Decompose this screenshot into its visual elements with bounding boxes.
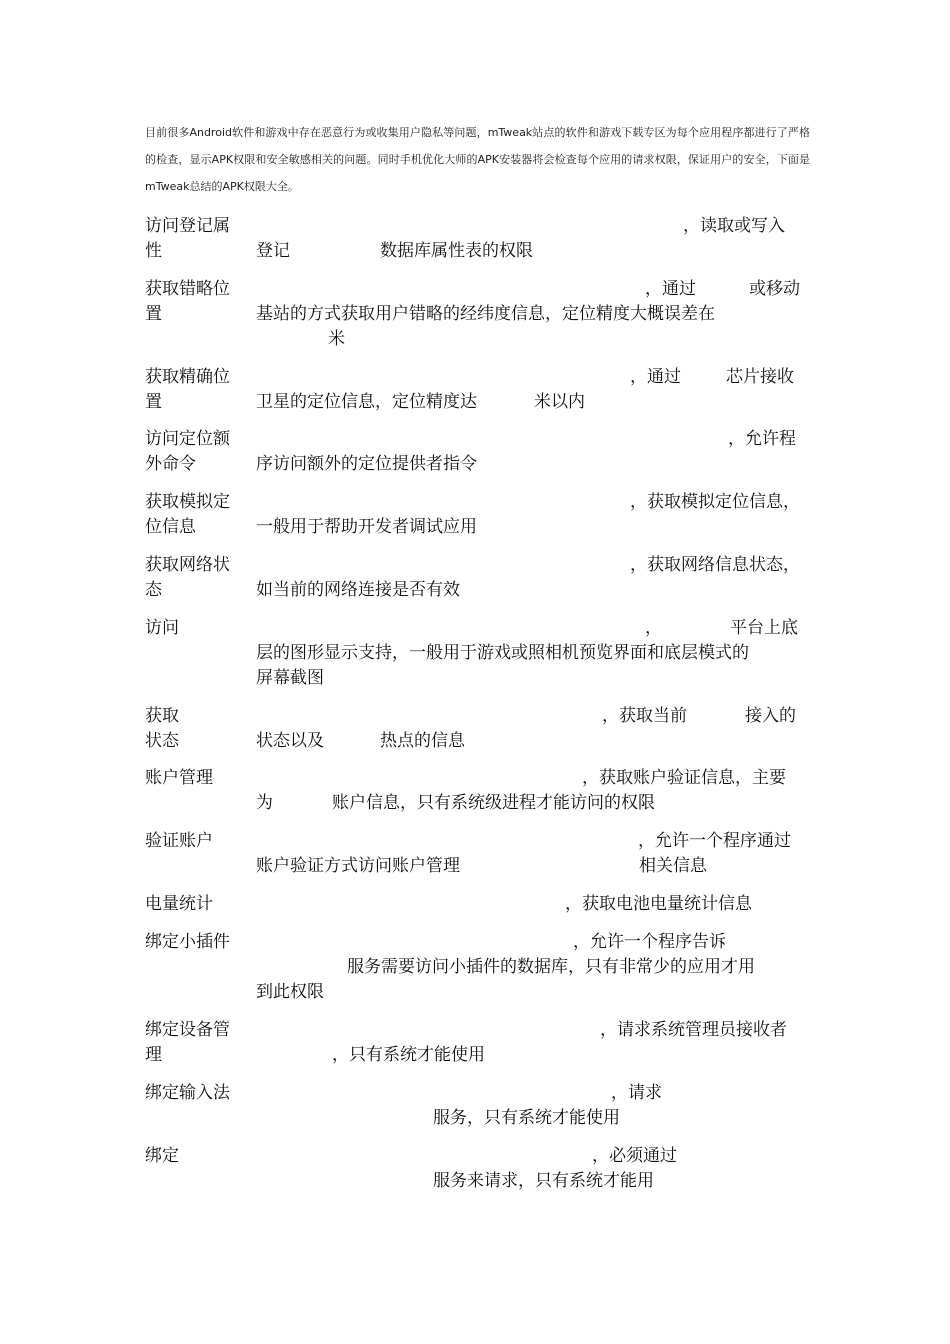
permission-name: 电量统计: [145, 894, 213, 914]
intro-text-apk: APK: [222, 180, 244, 193]
permission-name: 绑定: [145, 1146, 179, 1166]
intro-text-mtweak: mTweak: [145, 180, 190, 193]
intro-text-mtweak: mTweak: [487, 126, 533, 139]
description-fragment: 如当前的网络连接是否有效: [256, 580, 460, 600]
permission-name: 验证账户: [145, 831, 213, 851]
permission-name: 访问定位额外命令: [145, 429, 230, 474]
intro-text: 权限大全。: [243, 180, 299, 193]
description-fragment: ，允许一个程序告诉: [573, 932, 726, 952]
description-fragment: 数据库属性表的权限: [380, 241, 533, 261]
description-fragment: ，只有系统才能使用: [332, 1045, 485, 1065]
description-fragment: ，允许一个程序通过: [638, 831, 791, 851]
description-fragment: 到此权限: [256, 982, 324, 1002]
description-fragment: ，: [645, 618, 662, 638]
intro-text: 行了严格的检查，显示: [145, 126, 811, 166]
description-fragment: ，获取电池电量统计信息: [565, 894, 752, 914]
description-fragment: 芯片接收: [726, 367, 794, 387]
permission-name: 绑定输入法: [145, 1083, 230, 1103]
description-fragment: 服务，只有系统才能使用: [433, 1108, 620, 1128]
description-fragment: 服务需要访问小插件的数据库，只有非常少的应用才用: [347, 957, 755, 977]
permission-name: 获取模拟定位信息: [145, 492, 230, 537]
permission-name: 绑定设备管理: [145, 1020, 230, 1065]
description-fragment: 登记: [256, 241, 290, 261]
description-fragment: 卫星的定位信息，定位精度达: [256, 392, 477, 412]
description-fragment: 米以内: [534, 392, 585, 412]
intro-paragraph: [145, 119, 810, 200]
description-fragment: ，获取模拟定位信息，: [630, 492, 800, 512]
intro-text: 权限和安全敏感相关的问题。同时手机优化大师的: [233, 153, 478, 166]
description-fragment: 或移动: [749, 279, 800, 299]
description-fragment: 热点的信息: [380, 731, 465, 751]
intro-text: 总结的: [189, 180, 223, 193]
permission-name-line: 获取: [145, 706, 179, 726]
description-fragment: 接入的: [745, 706, 796, 726]
description-fragment: ，通过: [630, 367, 681, 387]
intro-text: 站点的软件和游戏下载专区为每个应用程序都进: [532, 126, 766, 139]
description-fragment: ，请求: [611, 1083, 662, 1103]
permission-name: 获取精确位置: [145, 367, 230, 412]
permission-name-line: 状态: [145, 731, 179, 751]
description-fragment: 序访问额外的定位提供者指令: [256, 454, 477, 474]
description-fragment: 账户信息，只有系统级进程才能访问的权限: [332, 793, 655, 813]
intro-text-android: Android: [189, 126, 232, 139]
description-fragment: ，必须通过: [592, 1146, 677, 1166]
description-fragment: 层的图形显示支持，一般用于游戏或照相机预览界面和底层模式的: [256, 643, 749, 663]
permission-name: 账户管理: [145, 768, 213, 788]
intro-text-apk: APK: [477, 153, 499, 166]
description-fragment: 米: [328, 329, 345, 349]
permission-name: 访问登记属性: [145, 216, 230, 261]
intro-text: 目前很多: [145, 126, 190, 139]
intro-text-apk: APK: [211, 153, 234, 166]
description-fragment: 账户验证方式访问账户管理: [256, 856, 460, 876]
intro-text: 安装器将会检查每个应用的请求权限，保证: [498, 153, 711, 166]
description-fragment: 相关信息: [639, 856, 707, 876]
description-fragment: 状态以及: [256, 731, 324, 751]
permission-name: 绑定小插件: [145, 932, 230, 952]
description-fragment: ，读取或写入: [683, 216, 785, 236]
description-fragment: ，获取账户验证信息，主要: [582, 768, 786, 788]
description-fragment: ，获取当前: [602, 706, 687, 726]
description-fragment: ，通过: [645, 279, 696, 299]
description-fragment: 服务来请求，只有系统才能用: [433, 1171, 654, 1191]
intro-text: 软件和游戏中存在恶意行为或收集用户隐私等问题，: [231, 126, 488, 139]
description-fragment: ，获取网络信息状态，: [630, 555, 800, 575]
description-fragment: 基站的方式获取用户错略的经纬度信息，定位精度大概误差在: [256, 304, 715, 324]
permission-name: 获取网络状态: [145, 555, 230, 600]
description-fragment: 平台上底: [730, 618, 798, 638]
description-fragment: 一般用于帮助开发者调试应用: [256, 517, 477, 537]
description-fragment: ，允许程: [728, 429, 796, 449]
permission-name: 访问: [145, 618, 179, 638]
intro-text: 用户的安全，下面是: [710, 153, 811, 166]
description-fragment: 为: [256, 793, 273, 813]
permission-name: 获取错略位置: [145, 279, 230, 324]
permission-name: [145, 704, 245, 754]
description-fragment: 屏幕截图: [256, 668, 324, 688]
description-fragment: ，请求系统管理员接收者: [600, 1020, 787, 1040]
